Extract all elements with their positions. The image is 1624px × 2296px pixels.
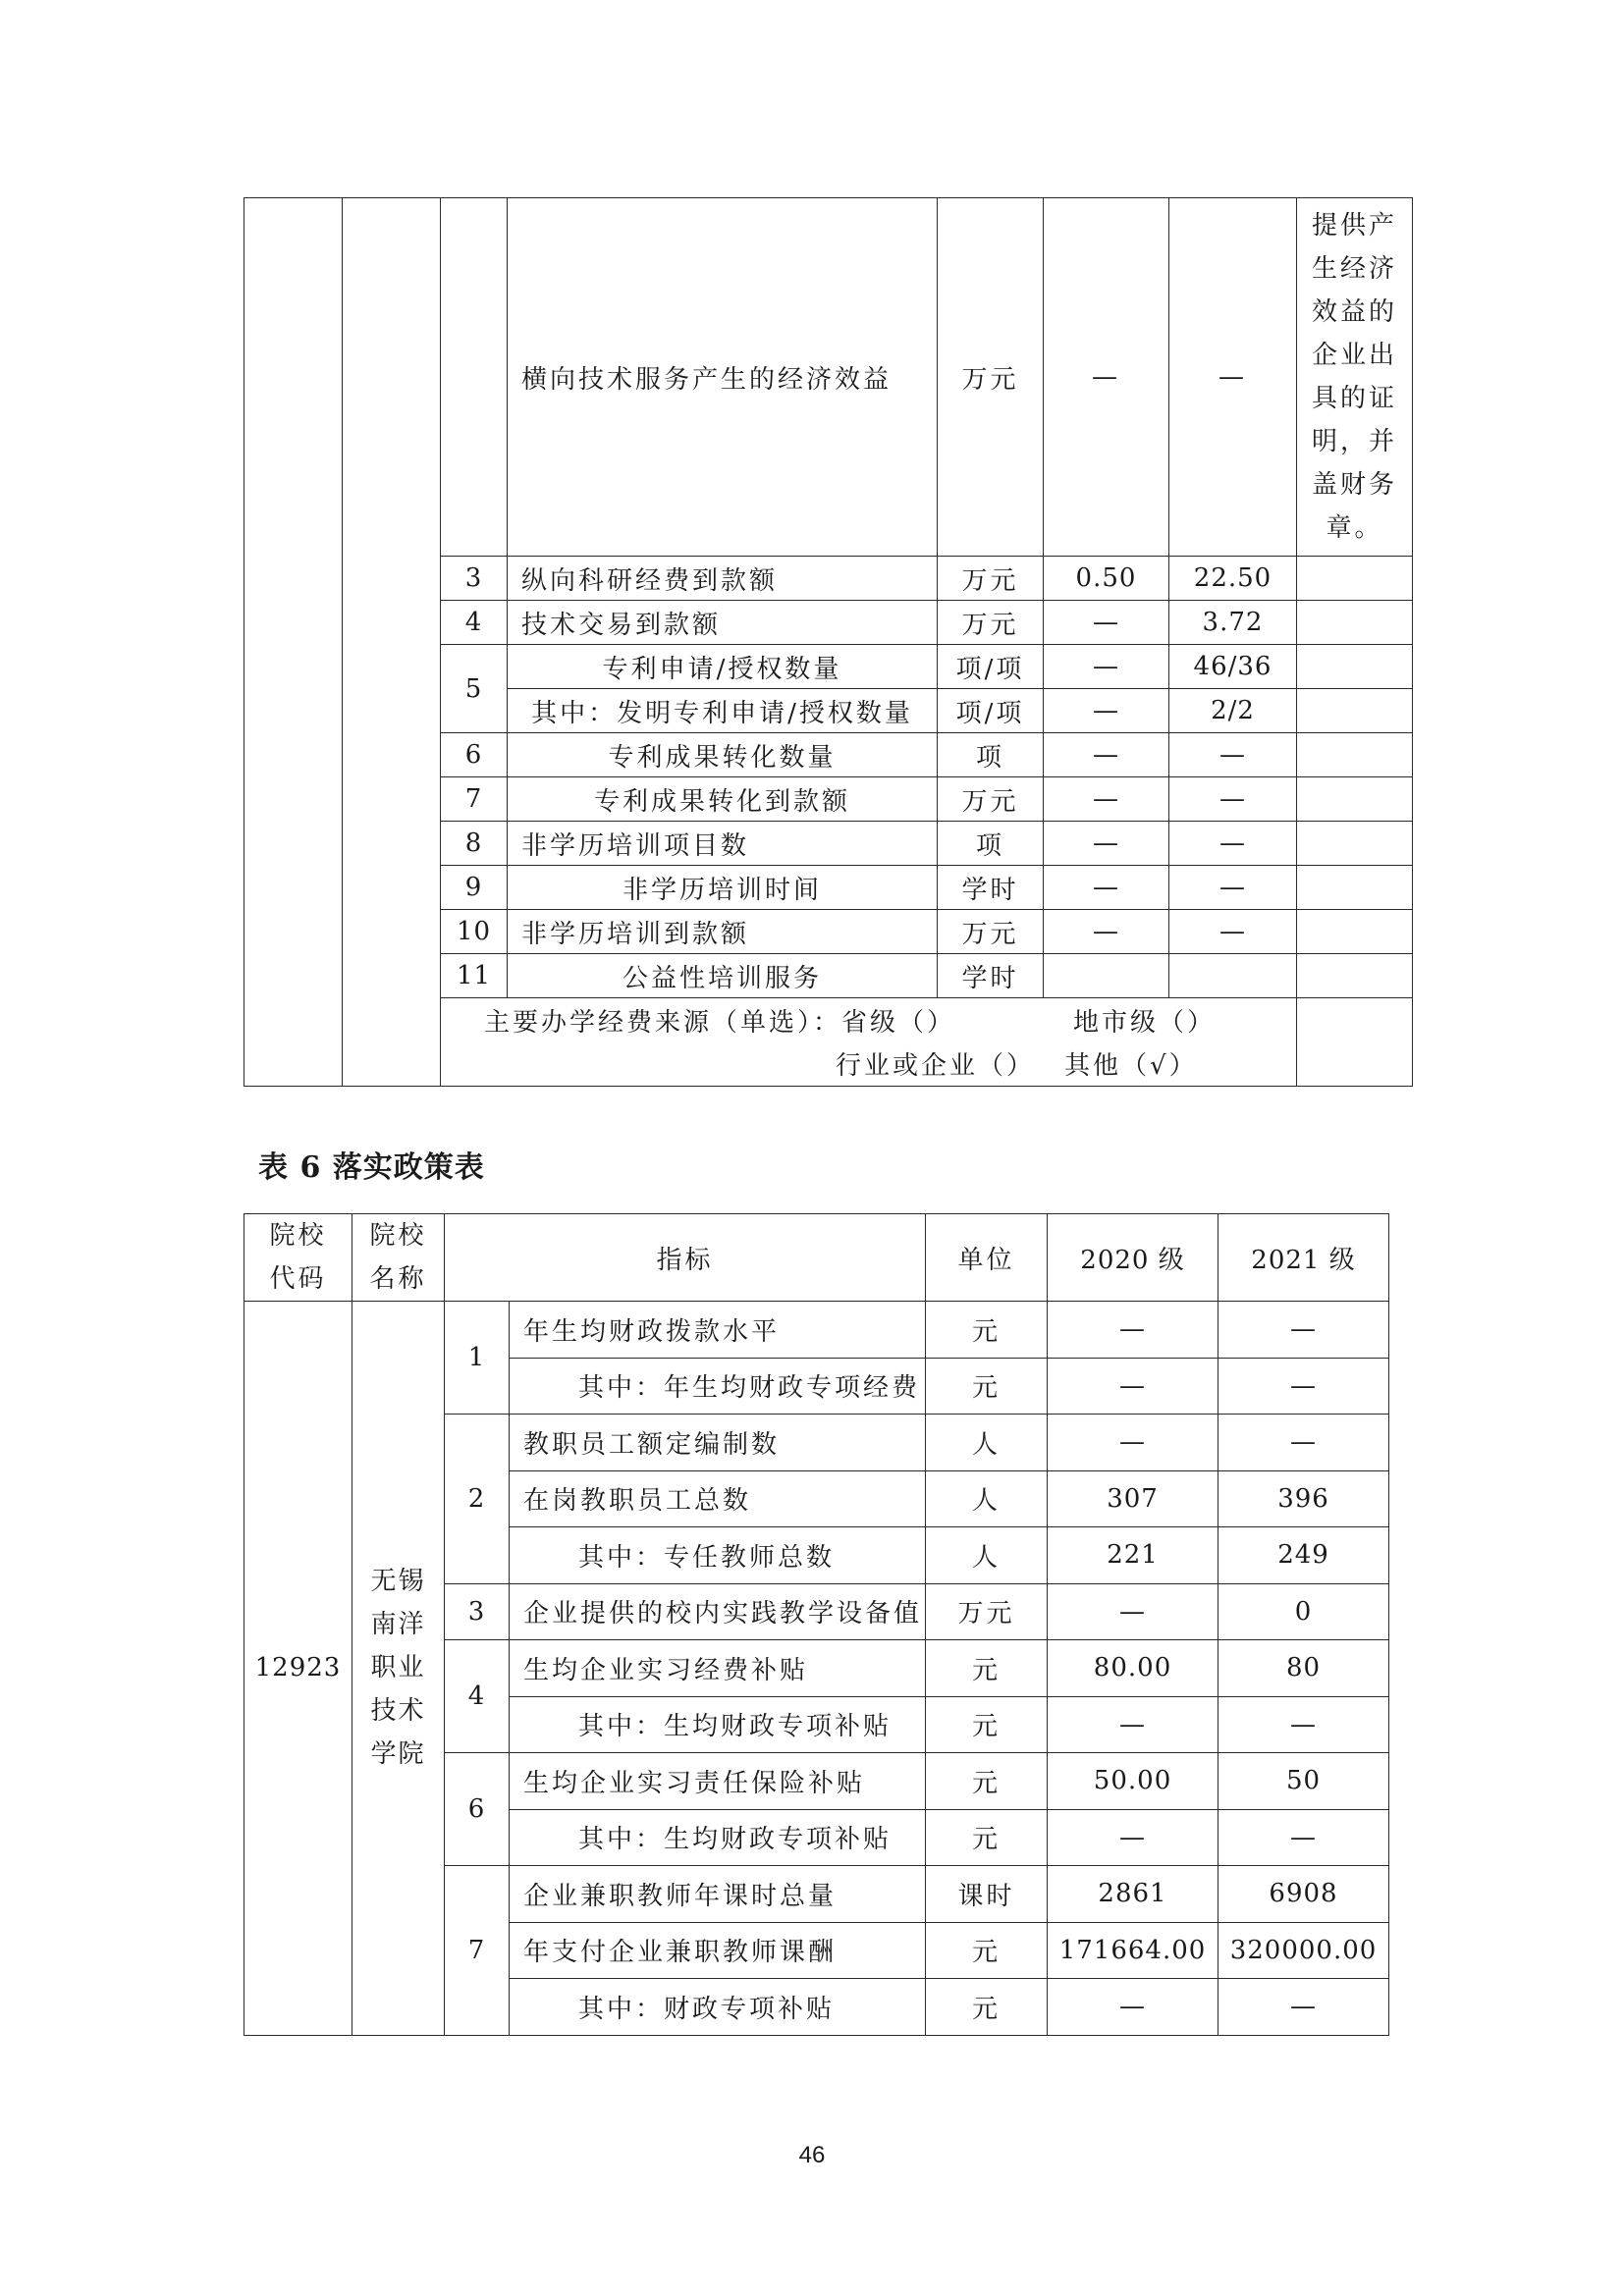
value-2021-cell: —	[1169, 198, 1297, 557]
indicator-cell: 非学历培训到款额	[508, 910, 938, 954]
school-name-part: 技术	[370, 1696, 426, 1727]
school-name-part: 学院	[370, 1739, 426, 1770]
unit-cell: 万元	[938, 777, 1044, 822]
unit-cell: 元	[926, 1640, 1048, 1697]
indicator-cell: 其中：专任教师总数	[510, 1527, 926, 1584]
row-number-cell: 6	[441, 733, 508, 777]
note-cell	[1297, 866, 1413, 910]
value-2020-cell: —	[1044, 777, 1169, 822]
value-2021-cell: 22.50	[1169, 557, 1297, 601]
note-line: 效益的	[1311, 297, 1397, 327]
value-2020-cell: —	[1048, 1809, 1218, 1866]
note-line: 章。	[1326, 513, 1383, 543]
value-2021-cell: —	[1218, 1809, 1389, 1866]
note-line: 盖财务	[1311, 470, 1397, 500]
group-number-cell: 6	[445, 1753, 510, 1866]
unit-cell: 元	[926, 1979, 1048, 2036]
table-row	[244, 198, 1413, 557]
group-number-cell: 4	[445, 1640, 510, 1753]
unit-cell: 学时	[938, 954, 1044, 998]
value-2021-cell: 46/36	[1169, 645, 1297, 689]
value-2020-cell: —	[1044, 689, 1169, 733]
note-cell	[1297, 733, 1413, 777]
group-number-cell: 1	[445, 1302, 510, 1415]
funding-source-line	[441, 1042, 1296, 1086]
indicator-cell: 非学历培训项目数	[508, 822, 938, 866]
school-name-cell	[343, 198, 441, 1087]
value-2020-cell	[1044, 954, 1169, 998]
note-cell	[1297, 777, 1413, 822]
note-cell	[1297, 198, 1413, 557]
value-2020-cell: 2861	[1048, 1866, 1218, 1923]
value-2021-cell: 0	[1218, 1583, 1389, 1640]
row-number-cell: 3	[441, 557, 508, 601]
indicator-cell: 年支付企业兼职教师课酬	[510, 1922, 926, 1979]
header-text: 院校	[269, 1221, 327, 1251]
header-2020: 2020 级	[1048, 1214, 1218, 1302]
group-number-cell: 2	[445, 1415, 510, 1584]
unit-cell: 人	[926, 1415, 1048, 1471]
value-2020-cell: 171664.00	[1048, 1922, 1218, 1979]
value-2020-cell: —	[1048, 1696, 1218, 1753]
unit-cell: 元	[926, 1358, 1048, 1415]
funding-source-cell	[441, 998, 1297, 1087]
unit-cell: 人	[926, 1527, 1048, 1584]
value-2021-cell	[1169, 954, 1297, 998]
header-unit: 单位	[926, 1214, 1048, 1302]
indicator-cell: 其中：年生均财政专项经费	[510, 1358, 926, 1415]
table-row	[244, 1302, 1389, 1359]
indicator-cell: 专利成果转化数量	[508, 733, 938, 777]
value-2020-cell: —	[1044, 198, 1169, 557]
value-2020-cell: —	[1048, 1415, 1218, 1471]
unit-cell: 项	[938, 733, 1044, 777]
page-number: 46	[798, 2142, 826, 2168]
value-2021-cell: 320000.00	[1218, 1922, 1389, 1979]
header-text: 院校	[369, 1221, 427, 1251]
value-2020-cell: —	[1044, 910, 1169, 954]
value-2021-cell: —	[1169, 822, 1297, 866]
value-2021-cell: —	[1218, 1696, 1389, 1753]
row-number-cell: 4	[441, 601, 508, 645]
value-2021-cell: 80	[1218, 1640, 1389, 1697]
note-text	[1297, 198, 1412, 556]
unit-cell: 元	[926, 1302, 1048, 1359]
header-2021: 2021 级	[1218, 1214, 1389, 1302]
indicator-cell: 企业提供的校内实践教学设备值	[510, 1583, 926, 1640]
school-code-cell: 12923	[244, 1302, 352, 2036]
unit-cell: 万元	[938, 910, 1044, 954]
indicator-cell: 生均企业实习经费补贴	[510, 1640, 926, 1697]
value-2020-cell: —	[1044, 733, 1169, 777]
header-school-name	[352, 1214, 445, 1302]
table6-title: 表 6 落实政策表	[258, 1150, 485, 1185]
funding-source-line	[441, 999, 1296, 1042]
value-2020-cell: —	[1044, 601, 1169, 645]
row-number-cell: 11	[441, 954, 508, 998]
value-2021-cell: —	[1169, 733, 1297, 777]
table6-policy	[244, 1213, 1389, 2036]
school-name-part: 职业	[370, 1653, 426, 1683]
unit-cell: 万元	[938, 557, 1044, 601]
indicator-cell: 其中：生均财政专项补贴	[510, 1696, 926, 1753]
indicator-cell: 企业兼职教师年课时总量	[510, 1866, 926, 1923]
unit-cell: 万元	[926, 1583, 1048, 1640]
indicator-cell: 专利成果转化到款额	[508, 777, 938, 822]
school-name-cell	[352, 1302, 445, 2036]
indicator-cell: 横向技术服务产生的经济效益	[508, 198, 938, 557]
indicator-cell: 在岗教职员工总数	[510, 1470, 926, 1527]
unit-cell: 万元	[938, 601, 1044, 645]
unit-cell: 元	[926, 1809, 1048, 1866]
value-2021-cell: —	[1218, 1979, 1389, 2036]
funding-source-other: 其他（√）	[1064, 1051, 1198, 1081]
value-2020-cell: 0.50	[1044, 557, 1169, 601]
note-cell	[1297, 910, 1413, 954]
funding-source-municipal: 地市级（）	[1073, 1008, 1217, 1038]
note-cell	[1297, 601, 1413, 645]
header-text: 名称	[369, 1264, 427, 1294]
value-2020-cell: 50.00	[1048, 1753, 1218, 1810]
funding-source-provincial: 主要办学经费来源（单选）：省级（）	[484, 1008, 956, 1038]
value-2021-cell: 2/2	[1169, 689, 1297, 733]
header-indicator: 指标	[445, 1214, 926, 1302]
indicator-cell: 其中：发明专利申请/授权数量	[508, 689, 938, 733]
unit-cell: 人	[926, 1470, 1048, 1527]
unit-cell: 元	[926, 1922, 1048, 1979]
header-text: 代码	[269, 1264, 327, 1294]
note-line: 企业出	[1311, 341, 1397, 370]
unit-cell: 万元	[938, 198, 1044, 557]
indicator-cell: 教职员工额定编制数	[510, 1415, 926, 1471]
value-2021-cell: 249	[1218, 1527, 1389, 1584]
unit-cell: 元	[926, 1696, 1048, 1753]
value-2020-cell: —	[1044, 822, 1169, 866]
value-2021-cell: —	[1169, 866, 1297, 910]
value-2021-cell: —	[1169, 777, 1297, 822]
note-line: 具的证	[1311, 384, 1397, 413]
note-line: 提供产	[1311, 211, 1397, 240]
note-line: 明，并	[1311, 427, 1397, 456]
row-number-cell: 8	[441, 822, 508, 866]
unit-cell: 项/项	[938, 689, 1044, 733]
value-2021-cell: 6908	[1218, 1866, 1389, 1923]
note-line: 生经济	[1311, 254, 1397, 284]
indicator-cell: 非学历培训时间	[508, 866, 938, 910]
value-2020-cell: —	[1048, 1302, 1218, 1359]
value-2020-cell: —	[1044, 866, 1169, 910]
value-2021-cell: —	[1218, 1358, 1389, 1415]
value-2021-cell: 50	[1218, 1753, 1389, 1810]
note-cell	[1297, 998, 1413, 1087]
unit-cell: 项	[938, 822, 1044, 866]
value-2021-cell: —	[1218, 1302, 1389, 1359]
value-2021-cell: 396	[1218, 1470, 1389, 1527]
note-cell	[1297, 645, 1413, 689]
group-number-cell: 7	[445, 1866, 510, 2036]
school-name-part: 南洋	[370, 1610, 426, 1640]
indicator-cell: 纵向科研经费到款额	[508, 557, 938, 601]
value-2021-cell: —	[1218, 1415, 1389, 1471]
header-school-code	[244, 1214, 352, 1302]
value-2020-cell: 307	[1048, 1470, 1218, 1527]
indicator-cell: 专利申请/授权数量	[508, 645, 938, 689]
note-cell	[1297, 557, 1413, 601]
value-2020-cell: —	[1048, 1979, 1218, 2036]
indicator-cell: 公益性培训服务	[508, 954, 938, 998]
indicator-cell: 生均企业实习责任保险补贴	[510, 1753, 926, 1810]
school-code-cell	[244, 198, 343, 1087]
funding-source-industry: 行业或企业（）	[836, 1051, 1036, 1081]
indicator-cell: 其中：财政专项补贴	[510, 1979, 926, 2036]
row-number-cell: 5	[441, 645, 508, 733]
row-number-cell: 9	[441, 866, 508, 910]
row-number-cell: 10	[441, 910, 508, 954]
indicator-cell: 其中：生均财政专项补贴	[510, 1809, 926, 1866]
note-cell	[1297, 954, 1413, 998]
indicator-cell: 年生均财政拨款水平	[510, 1302, 926, 1359]
value-2021-cell: 3.72	[1169, 601, 1297, 645]
table-header-row	[244, 1214, 1389, 1302]
unit-cell: 学时	[938, 866, 1044, 910]
value-2020-cell: 80.00	[1048, 1640, 1218, 1697]
note-cell	[1297, 822, 1413, 866]
row-number-cell: 7	[441, 777, 508, 822]
indicator-cell: 技术交易到款额	[508, 601, 938, 645]
unit-cell: 元	[926, 1753, 1048, 1810]
value-2020-cell: —	[1048, 1358, 1218, 1415]
table5-continued	[244, 197, 1413, 1087]
unit-cell: 课时	[926, 1866, 1048, 1923]
value-2020-cell: —	[1048, 1583, 1218, 1640]
note-cell	[1297, 689, 1413, 733]
group-number-cell: 3	[445, 1583, 510, 1640]
value-2021-cell: —	[1169, 910, 1297, 954]
row-number-cell	[441, 198, 508, 557]
value-2020-cell: —	[1044, 645, 1169, 689]
value-2020-cell: 221	[1048, 1527, 1218, 1584]
unit-cell: 项/项	[938, 645, 1044, 689]
school-name-part: 无锡	[370, 1567, 426, 1597]
